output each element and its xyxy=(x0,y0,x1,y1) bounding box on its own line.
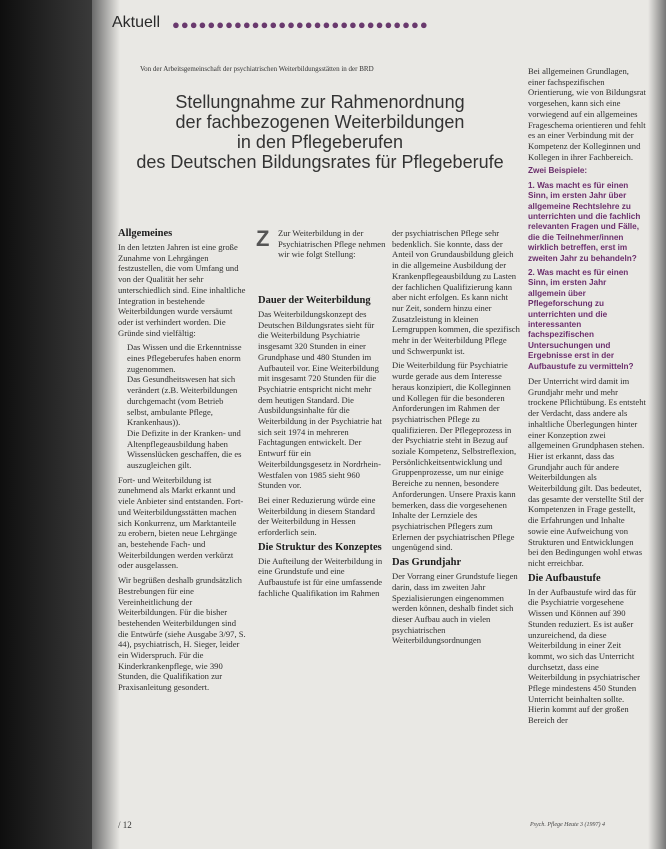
title-line-4: des Deutschen Bildungsrates für Pflegeberufe xyxy=(136,152,504,172)
column-3 xyxy=(392,228,520,818)
intro-text: Zur Weiterbildung in der Psychiatrischen Pflege nehmen wir wie folgt Stellung: xyxy=(278,228,386,260)
paragraph: In der Aufbaustufe wird das für die Psychiatrie vorgesehene Wissen und Können auf 390 Stunden reduziert. Es ist außer unzureichend, da diese Weiterbildung in einer Zeit kommt, wo sich das Unterricht durchsetzt, dass eine Weiterbildung in psychiatrischer Pflege mindestens 450 Stunden Unterricht beinhalten sollte. Hierin kommt auf der großen Bereich der xyxy=(528,586,640,726)
paragraph: Der Unterricht wird damit im Grundjahr mehr und mehr trockene Pflichtübung. Es entsteht der Verdacht, dass andere als inhaltliche Überlegungen hinter einer Konzeption zwei allgemeinen Grundphasen stehen. Hier ist erkannt, dass das Grundjahr auch für andere Weiterbildungen als Weiterbildung gilt. Das bedeutet, das gesamte der verstellte Stil der Kompetenzen in Frage gestellt, die Erfahrungen und Inhalte sowie eine Aufweichung von Strukturen und Entwicklungen bei den Bedingungen wohl etwas nicht erreichbar. xyxy=(528,376,646,568)
column-4 xyxy=(528,66,646,818)
rubric-label: Aktuell xyxy=(112,14,161,31)
paragraph: Bei einer Reduzierung würde eine Weiterbildung in diesem Standard der Weiterbildung in Hessen erforderlich sein. xyxy=(258,494,376,538)
paragraph: Die Weiterbildung für Psychiatrie wurde gerade aus dem Interesse heraus konzipiert, die Kolleginnen und Kollegen für die besonderen Anforderungen im Rahmen der psychiatrischen Pflege zu qualifizieren. Der Pflegeprozess in der Psychiatrie steht in Bezug auf soziale Kompetenz, Selbstreflexion, Persönlichkeitsentwicklung und Gruppenprozesse, um nur einige Bereiche zu nennen, besondere Anforderungen. Unsere Praxis kann bemerken, dass die vorgesehenen Inhalte der Lernziele des psychiatrischen Pflegers zum Erlernen der psychiatrischen Pflege ungenügend sind. xyxy=(392,360,517,553)
paragraph: Der Vorrang einer Grundstufe liegen darin, dass im zweiten Jahr Spezialisierungen eingenommen werden können, deshalb findet sich dieser Aufbau auch in vielen psychiatrischen Weiterbildungsordnungen xyxy=(392,571,518,646)
title-line-1: Stellungnahme zur Rahmenordnung xyxy=(175,92,465,112)
section-header xyxy=(112,14,542,34)
paragraph: Fort- und Weiterbildung ist zunehmend als Markt erkannt und viele Anbieter sind entstanden. Fort- und Weiterbildungsstätten machen sich Konkurrenz, um Marktanteile zu erobern, bieten neue Lehrgänge an, bestehende Fach- und Weiterbildungen werden verkürzt oder ausgelassen. xyxy=(118,474,244,571)
paragraph: Wir begrüßen deshalb grundsätzlich Bestrebungen für eine Vereinheitlichung der Weiterbildungen. Für die bisher bestehenden Weiterbildungen sind die Entwürfe (siehe Ausgabe 3/97, S. 44), psychiatrisch, H. Sieger, leider ein Widerspruch. Für die Kinderkrankenpflege, wie 390 Stunden, die Qualifikation zur Praxisanleitung gesondert. xyxy=(118,575,246,693)
heading-aufbaustufe: Die Aufbaustufe xyxy=(528,572,601,584)
title-line-3: in den Pflegeberufen xyxy=(236,132,404,152)
paragraph: Das Weiterbildungskonzept des Deutschen Bildungsrates sieht für die Weiterbildung Psychiatrie insgesamt 320 Stunden in einer Grundphase und 480 Stunden im Aufbauteil vor. Eine Weiterbildung mit insgesamt 720 Stunden für die Psychiatrie entspricht nicht mehr dem heutigen Standard. Die Ausbildungsinhalte für die Weiterbildung in der Psychiatrie hat sich seit 1974 in mehreren Fachtagungen entwickelt. Der Entwurf für ein Weiterbildungsgesetz in Nordrhein-Westfalen von 1985 sieht 960 Stunden vor. xyxy=(258,309,382,491)
paragraph: Die Aufteilung der Weiterbildung in eine Grundstufe und eine Aufbaustufe ist für eine umfassende fachliche Qualifikation im Rahmen xyxy=(258,555,383,598)
list-item: • Das Wissen und die Erkenntnisse eines Pflegeberufes haben enorm zugenommen. xyxy=(127,342,246,374)
paragraph: Bei allgemeinen Grundlagen, einer fachspezifischen Orientierung, wie von Bildungsrat vorgesehen, kann sich eine vorwiegend auf ein allgemeines Frageschema orientieren und fehlt es an einer Verbindung mit der Kompetenz der Kolleginnen und Kollegen in ihrer Fachbereich. xyxy=(528,66,646,162)
title-line-2: der fachbezogenen Weiterbildungen xyxy=(175,112,465,132)
paragraph: In den letzten Jahren ist eine große Zunahme von Lehrgängen festzustellen, die vom Umfang und von der Qualität her sehr unterschiedlich sind. Eine inhaltliche Integration in bestehende Weiterbildungen wurde versäumt oder ist verhindert worden. Die Gründe sind vielfältig: xyxy=(118,242,246,338)
binding-shadow xyxy=(92,0,120,849)
list-item: • Die Defizite in der Kranken- und Altenpflegeausbildung haben Wissenslücken geschaffen, die es auszugleichen gilt. xyxy=(127,428,246,471)
byline: Von der Arbeitsgemeinschaft der psychiatrischen Weiterbildungsstätten in der BRD xyxy=(140,65,374,73)
source-line: Psych. Pflege Heute 3 (1997) 4 xyxy=(530,822,605,828)
heading-struktur: Die Struktur des Konzeptes xyxy=(258,541,382,553)
question-1: 1. Was macht es für einen Sinn, im ersten Jahr über allgemeine Rechtslehre zu unterrichten und die fachlich relevanten Fragen und Fälle, die die Teilnehmer/innen wirklich betreffen, erst im zweiten Jahr zu behandeln? xyxy=(528,180,641,263)
question-2: 2. Was macht es für einen Sinn, im ersten Jahr allgemein über Pflegeforschung zu unterrichten und die interessanten fachspezifischen Untersuchungen und Ergebnisse erst in der Aufbaustufe zu vermitteln? xyxy=(528,267,634,371)
article-title xyxy=(120,92,520,172)
page-edge-shadow xyxy=(648,0,666,849)
column-1 xyxy=(118,228,246,818)
heading-allgemeines: Allgemeines xyxy=(118,228,173,239)
page-number: / 12 xyxy=(118,820,132,830)
examples-label: Zwei Beispiele: xyxy=(528,166,588,176)
drop-cap: Z xyxy=(256,226,270,251)
heading-dauer: Dauer der Weiterbildung xyxy=(258,295,371,306)
intro-paragraph xyxy=(258,228,386,260)
bullet-list xyxy=(118,342,246,470)
column-2 xyxy=(258,295,386,818)
paragraph: der psychiatrischen Pflege sehr bedenklich. Sie konnte, dass der Anteil von Grundausbildung gleich in die allgemeine Ausbildung der Krankenpflegeausbildung zu Lasten der fachlichen Qualifizierung kann aber nicht erfolgen. Es kann nicht nur Zeit, sondern hinzu einer Zusatzleistung in kleinen Lerngruppen kommen, die spezifisch mehr in der Weiterbildung Pflege und Schwerpunkt ist. xyxy=(392,228,520,356)
heading-grundjahr: Das Grundjahr xyxy=(392,557,462,569)
list-item: • Das Gesundheitswesen hat sich verändert (z.B. Weiterbildungen durchgemacht (vom Betrieb selbst, ambulante Pflege, Krankenhaus)). xyxy=(127,374,246,428)
decorative-dots: ●●●●●●●●●●●●●●●●●●●●●●●●●●●●● xyxy=(172,17,429,32)
scan-dark-edge xyxy=(0,0,92,849)
